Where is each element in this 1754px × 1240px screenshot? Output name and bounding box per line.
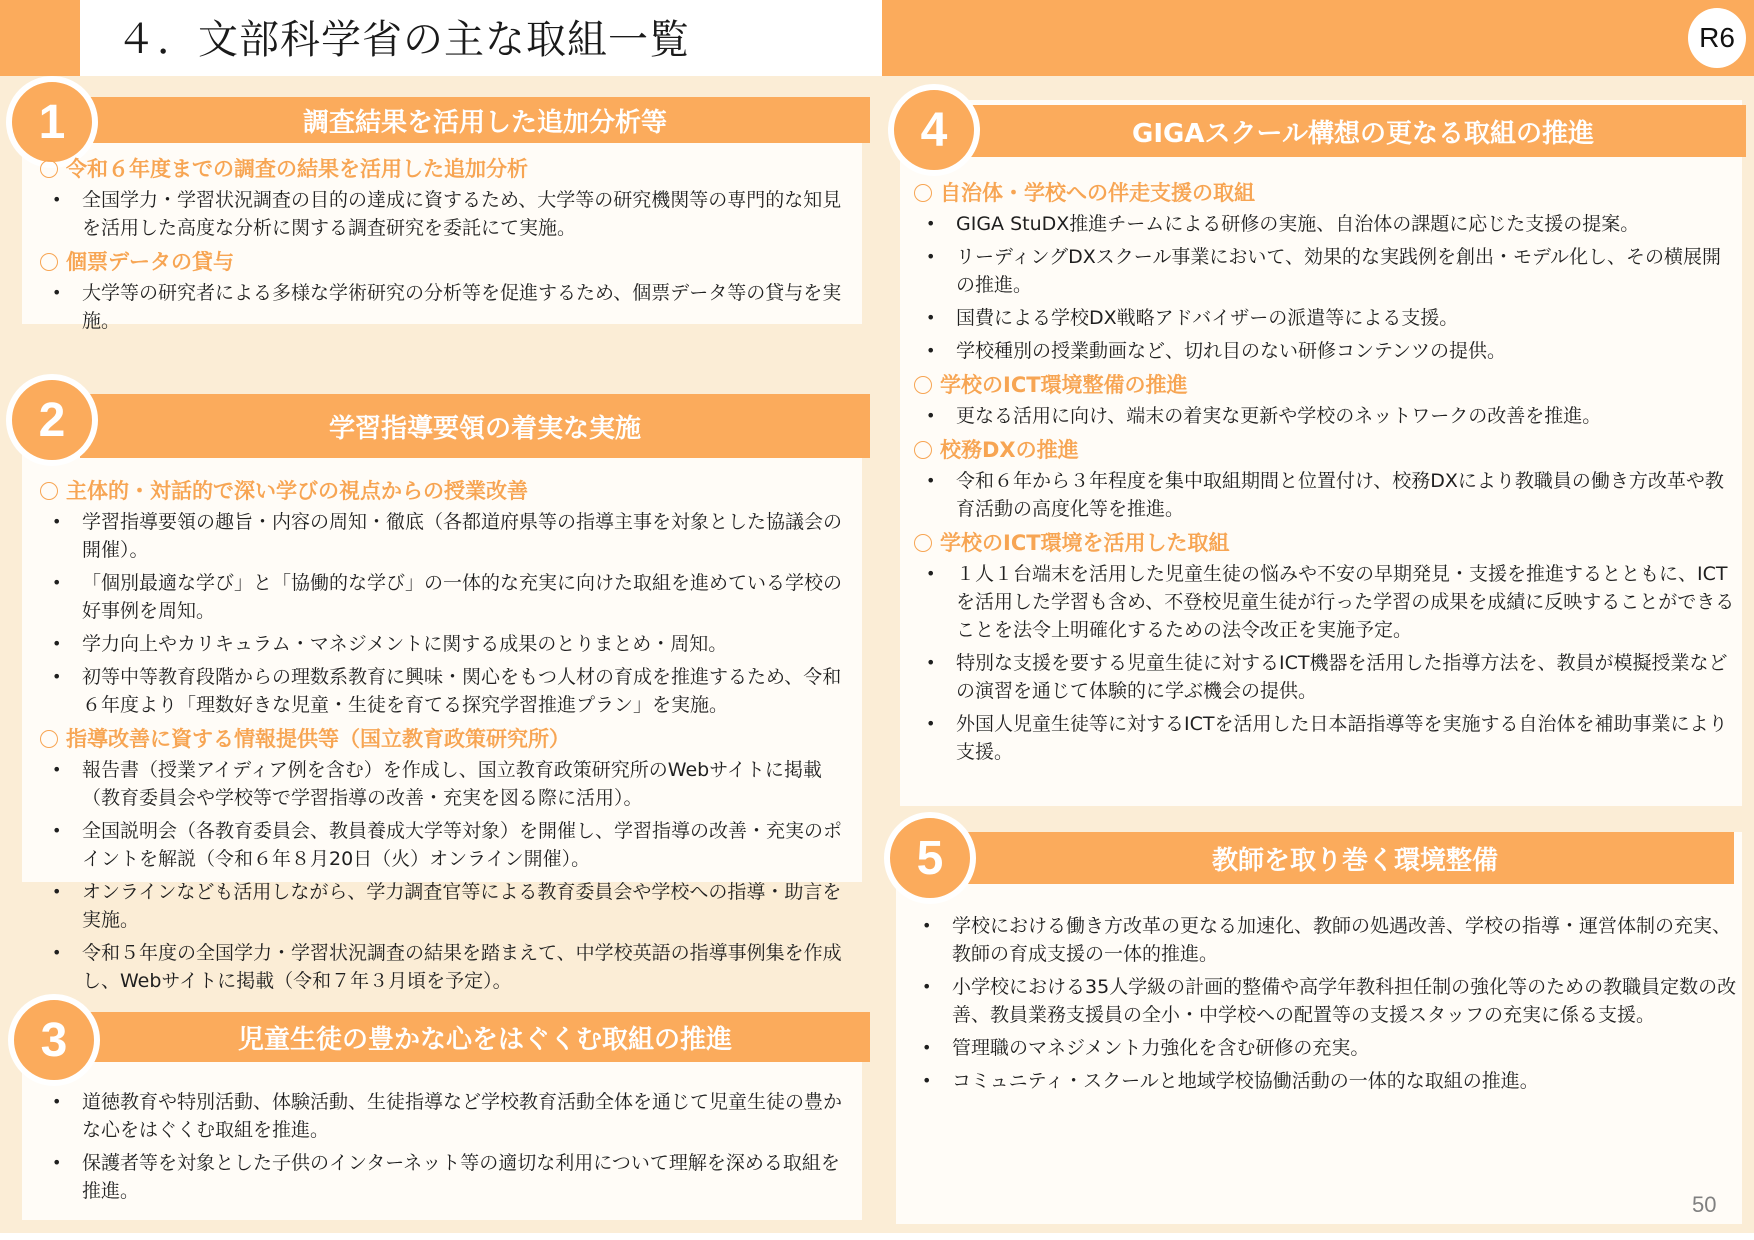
section-1-number-badge: 1 bbox=[6, 76, 98, 168]
year-badge: R6 bbox=[1688, 8, 1746, 68]
section-4-subtitle-3: 校務DXの推進 bbox=[912, 435, 1738, 465]
list-item: • 小学校における35人学級の計画的整備や高学年教科担任制の強化等のための教職員定数の改善、教員業務支援員の全小・中学校への配置等の支援スタッフの充実に係る支援。 bbox=[908, 973, 1738, 1029]
list-item: • 管理職のマネジメント力強化を含む研修の充実。 bbox=[908, 1034, 1738, 1062]
section-5-header bbox=[956, 832, 1734, 884]
list-item: • コミュニティ・スクールと地域学校協働活動の一体的な取組の推進。 bbox=[908, 1067, 1738, 1095]
section-5-number-badge: 5 bbox=[884, 812, 976, 904]
section-1-content bbox=[38, 152, 856, 340]
list-item: • GIGA StuDX推進チームによる研修の実施、自治体の課題に応じた支援の提案。 bbox=[912, 210, 1738, 238]
circle-bullet-icon bbox=[40, 160, 58, 178]
section-3-header bbox=[80, 1012, 870, 1062]
section-4-content bbox=[912, 176, 1738, 771]
title-box bbox=[80, 0, 882, 76]
list-item: • 令和６年から３年程度を集中取組期間と位置付け、校務DXにより教職員の働き方改革や教育活動の高度化等を推進。 bbox=[912, 467, 1738, 523]
section-5-list bbox=[908, 912, 1738, 1095]
section-2-subtitle-1: 主体的・対話的で深い学びの視点からの授業改善 bbox=[38, 476, 856, 506]
section-1-subtitle-2: 個票データの貸与 bbox=[38, 247, 856, 277]
list-item: • 全国学力・学習状況調査の目的の達成に資するため、大学等の研究機関等の専門的な知見を活用した高度な分析に関する調査研究を委託にて実施。 bbox=[38, 186, 856, 242]
list-item: • 外国人児童生徒等に対するICTを活用した日本語指導等を実施する自治体を補助事業により支援。 bbox=[912, 710, 1738, 766]
list-item: • 初等中等教育段階からの理数系教育に興味・関心をもつ人材の育成を推進するため、令和６年度より「理数好きな児童・生徒を育てる探究学習推進プラン」を実施。 bbox=[38, 663, 856, 719]
section-3-number-badge: 3 bbox=[8, 994, 100, 1086]
list-item: • 道徳教育や特別活動、体験活動、生徒指導など学校教育活動全体を通じて児童生徒の豊かな心をはぐくむ取組を推進。 bbox=[38, 1088, 856, 1144]
section-4-list-1 bbox=[912, 210, 1738, 365]
circle-bullet-icon bbox=[40, 253, 58, 271]
list-item: • 全国説明会（各教育委員会、教員養成大学等対象）を開催し、学習指導の改善・充実のポイントを解説（令和６年８月20日（火）オンライン開催）。 bbox=[38, 817, 856, 873]
section-2-list-2 bbox=[38, 756, 856, 995]
list-item: • 特別な支援を要する児童生徒に対するICT機器を活用した指導方法を、教員が模擬授業などの演習を通じて体験的に学ぶ機会の提供。 bbox=[912, 649, 1738, 705]
circle-bullet-icon bbox=[914, 376, 932, 394]
section-4-list-4 bbox=[912, 560, 1738, 766]
section-4-list-3 bbox=[912, 467, 1738, 523]
section-1-title: 調査結果を活用した追加分析等 bbox=[302, 107, 667, 138]
section-4-list-2 bbox=[912, 402, 1738, 430]
section-1-list-2 bbox=[38, 279, 856, 335]
circle-bullet-icon bbox=[40, 730, 58, 748]
section-1-header bbox=[80, 97, 870, 143]
circle-bullet-icon bbox=[914, 534, 932, 552]
list-item: • リーディングDXスクール事業において、効果的な実践例を創出・モデル化し、その横展開の推進。 bbox=[912, 243, 1738, 299]
section-4-number-badge: 4 bbox=[888, 84, 980, 176]
page-title: ４．文部科学省の主な取組一覧 bbox=[116, 17, 690, 63]
list-item: • 更なる活用に向け、端末の着実な更新や学校のネットワークの改善を推進。 bbox=[912, 402, 1738, 430]
list-item: • 学習指導要領の趣旨・内容の周知・徹底（各都道府県等の指導主事を対象とした協議会の開催）。 bbox=[38, 508, 856, 564]
list-item: • 学校種別の授業動画など、切れ目のない研修コンテンツの提供。 bbox=[912, 337, 1738, 365]
section-2-number-badge: 2 bbox=[6, 374, 98, 466]
section-4-subtitle-2: 学校のICT環境整備の推進 bbox=[912, 370, 1738, 400]
section-3-title: 児童生徒の豊かな心をはぐくむ取組の推進 bbox=[237, 1024, 732, 1055]
circle-bullet-icon bbox=[40, 482, 58, 500]
section-4-header bbox=[960, 105, 1746, 157]
list-item: • 令和５年度の全国学力・学習状況調査の結果を踏まえて、中学校英語の指導事例集を作成し、Webサイトに掲載（令和７年３月頃を予定）。 bbox=[38, 939, 856, 995]
section-2-header bbox=[80, 394, 870, 458]
section-4-subtitle-1: 自治体・学校への伴走支援の取組 bbox=[912, 178, 1738, 208]
section-3-list bbox=[38, 1088, 856, 1205]
list-item: • 学力向上やカリキュラム・マネジメントに関する成果のとりまとめ・周知。 bbox=[38, 630, 856, 658]
list-item: • 報告書（授業アイディア例を含む）を作成し、国立教育政策研究所のWebサイトに掲載（教育委員会や学校等で学習指導の改善・充実を図る際に活用）。 bbox=[38, 756, 856, 812]
section-2-title: 学習指導要領の着実な実施 bbox=[328, 413, 641, 444]
list-item: • 「個別最適な学び」と「協働的な学び」の一体的な充実に向けた取組を進めている学校の好事例を周知。 bbox=[38, 569, 856, 625]
list-item: • 学校における働き方改革の更なる加速化、教師の処遇改善、学校の指導・運営体制の充実、教師の育成支援の一体的推進。 bbox=[908, 912, 1738, 968]
page-number: 50 bbox=[1692, 1192, 1717, 1217]
section-1-list-1 bbox=[38, 186, 856, 242]
list-item: • オンラインなども活用しながら、学力調査官等による教育委員会や学校への指導・助言を実施。 bbox=[38, 878, 856, 934]
header-bar bbox=[0, 0, 1754, 76]
section-1-subtitle-1: 令和６年度までの調査の結果を活用した追加分析 bbox=[38, 154, 856, 184]
circle-bullet-icon bbox=[914, 184, 932, 202]
section-4-title: GIGAスクール構想の更なる取組の推進 bbox=[1132, 118, 1594, 149]
circle-bullet-icon bbox=[914, 441, 932, 459]
section-5-content bbox=[908, 910, 1738, 1100]
section-2-list-1 bbox=[38, 508, 856, 719]
list-item: • 国費による学校DX戦略アドバイザーの派遣等による支援。 bbox=[912, 304, 1738, 332]
list-item: • 保護者等を対象とした子供のインターネット等の適切な利用について理解を深める取組を推進。 bbox=[38, 1149, 856, 1205]
section-2-subtitle-2: 指導改善に資する情報提供等（国立教育政策研究所） bbox=[38, 724, 856, 754]
list-item: • 大学等の研究者による多様な学術研究の分析等を促進するため、個票データ等の貸与を実施。 bbox=[38, 279, 856, 335]
section-4-subtitle-4: 学校のICT環境を活用した取組 bbox=[912, 528, 1738, 558]
section-5-title: 教師を取り巻く環境整備 bbox=[1211, 845, 1498, 876]
list-item: • １人１台端末を活用した児童生徒の悩みや不安の早期発見・支援を推進するとともに、ICTを活用した学習も含め、不登校児童生徒が行った学習の成果を成績に反映することができることを法令上明確化するための法令改正を実施予定。 bbox=[912, 560, 1738, 644]
section-3-content bbox=[38, 1086, 856, 1210]
section-2-content bbox=[38, 474, 856, 1000]
